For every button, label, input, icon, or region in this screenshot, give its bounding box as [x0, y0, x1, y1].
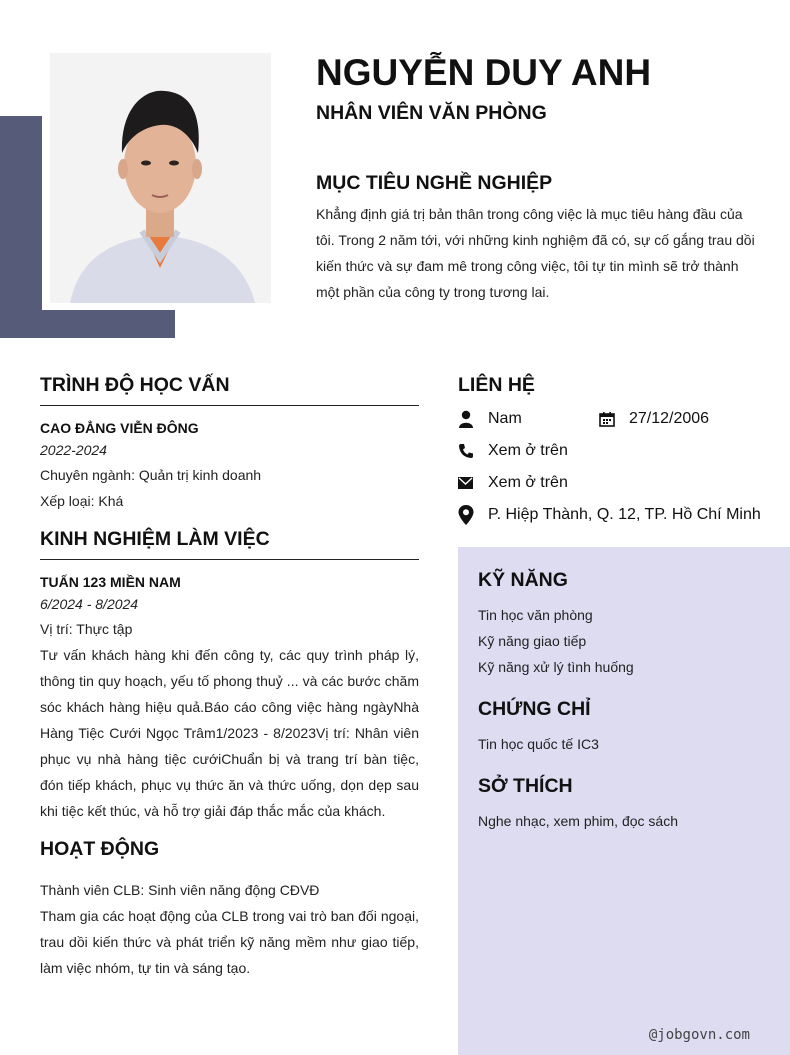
contact-row-gender-birthday — [458, 403, 768, 435]
school-name: CAO ĐẲNG VIỄN ĐÔNG — [40, 420, 199, 436]
skill-item: Tin học văn phòng — [478, 607, 593, 623]
activity-role: Thành viên CLB: Sinh viên năng động CĐVĐ — [40, 882, 320, 898]
contact-gender: Nam — [488, 410, 522, 427]
education-grade: Xếp loại: Khá — [40, 493, 124, 509]
career-objective-title: MỤC TIÊU NGHỀ NGHIỆP — [316, 172, 553, 194]
side-panel — [458, 547, 790, 1055]
career-objective-section — [316, 172, 756, 305]
career-objective-text: Khẳng định giá trị bản thân trong công việc là mục tiêu hàng đầu của tôi. Trong 2 năm tới, với những kinh nghiệm đã có, sự cố gắng trau dồi kiến thức và sự đam mê trong công việc, tôi tự tin mình sẽ trở thành một phần của công ty trong tương lai. — [316, 206, 755, 300]
contact-birthday: 27/12/2006 — [629, 410, 710, 427]
certificate-item: Tin học quốc tế IC3 — [478, 736, 599, 752]
hobbies-text: Nghe nhạc, xem phim, đọc sách — [478, 813, 678, 829]
company-name: TUẤN 123 MIỀN NAM — [40, 574, 181, 590]
envelope-icon — [458, 477, 488, 489]
skills-title: KỸ NĂNG — [478, 569, 568, 591]
contact-phone[interactable]: Xem ở trên — [488, 442, 568, 459]
certificates-title: CHỨNG CHỈ — [478, 698, 591, 720]
contact-section — [458, 374, 768, 531]
left-column — [40, 374, 419, 995]
profile-photo — [50, 53, 271, 303]
skill-item: Kỹ năng xử lý tình huống — [478, 659, 634, 675]
candidate-name: NGUYỄN DUY ANH — [316, 52, 652, 93]
education-title: TRÌNH ĐỘ HỌC VẤN — [40, 374, 419, 406]
education-major: Chuyên ngành: Quản trị kinh doanh — [40, 467, 262, 483]
map-pin-icon — [458, 505, 488, 525]
skill-item: Kỹ năng giao tiếp — [478, 633, 587, 649]
hobbies-section — [478, 775, 768, 834]
education-period: 2022-2024 — [40, 442, 107, 458]
activities-title: HOẠT ĐỘNG — [40, 838, 160, 860]
certificates-section — [478, 698, 768, 757]
phone-icon — [458, 443, 488, 459]
education-section — [40, 374, 419, 514]
calendar-icon — [599, 411, 629, 427]
contact-row-address — [458, 499, 768, 531]
contact-row-email — [458, 467, 768, 499]
experience-title: KINH NGHIỆM LÀM VIỆC — [40, 528, 419, 560]
hobbies-title: SỞ THÍCH — [478, 775, 573, 797]
experience-period: 6/2024 - 8/2024 — [40, 596, 139, 612]
watermark: @jobgovn.com — [648, 1027, 750, 1043]
contact-address: P. Hiệp Thành, Q. 12, TP. Hồ Chí Minh — [488, 506, 761, 523]
experience-position: Vị trí: Thực tập — [40, 621, 133, 637]
job-title: NHÂN VIÊN VĂN PHÒNG — [316, 102, 547, 124]
activities-section — [40, 838, 419, 981]
skills-section — [478, 569, 768, 680]
activity-description: Tham gia các hoạt động của CLB trong vai trò ban đối ngoại, trau dồi kiến thức và phát triển kỹ năng mềm như giao tiếp, làm việc nhóm, tự tin và sáng tạo. — [40, 908, 419, 976]
experience-description: Tư vấn khách hàng khi đến công ty, các quy trình pháp lý, thông tin quy hoạch, yếu tố phong thuỷ ... và các bước chăm sóc khách hàng hiệu quả.Báo cáo công việc hàng ngàyNhà Hàng Tiệc Cưới Ngọc Trâm1/2023 - 8/2023Vị trí: Nhân viên phục vụ nhà hàng tiệc cướiChuẩn bị và trang trí bàn tiệc, đón tiếp khách, phục vụ thức ăn và thức uống, dọn dẹp sau khi tiệc kết thúc, và hỗ trợ giải đáp thắc mắc của khách. — [40, 647, 419, 819]
contact-title: LIÊN HỆ — [458, 374, 535, 396]
contact-row-phone — [458, 435, 768, 467]
experience-section — [40, 528, 419, 824]
user-icon — [458, 410, 488, 428]
contact-email[interactable]: Xem ở trên — [488, 474, 568, 491]
